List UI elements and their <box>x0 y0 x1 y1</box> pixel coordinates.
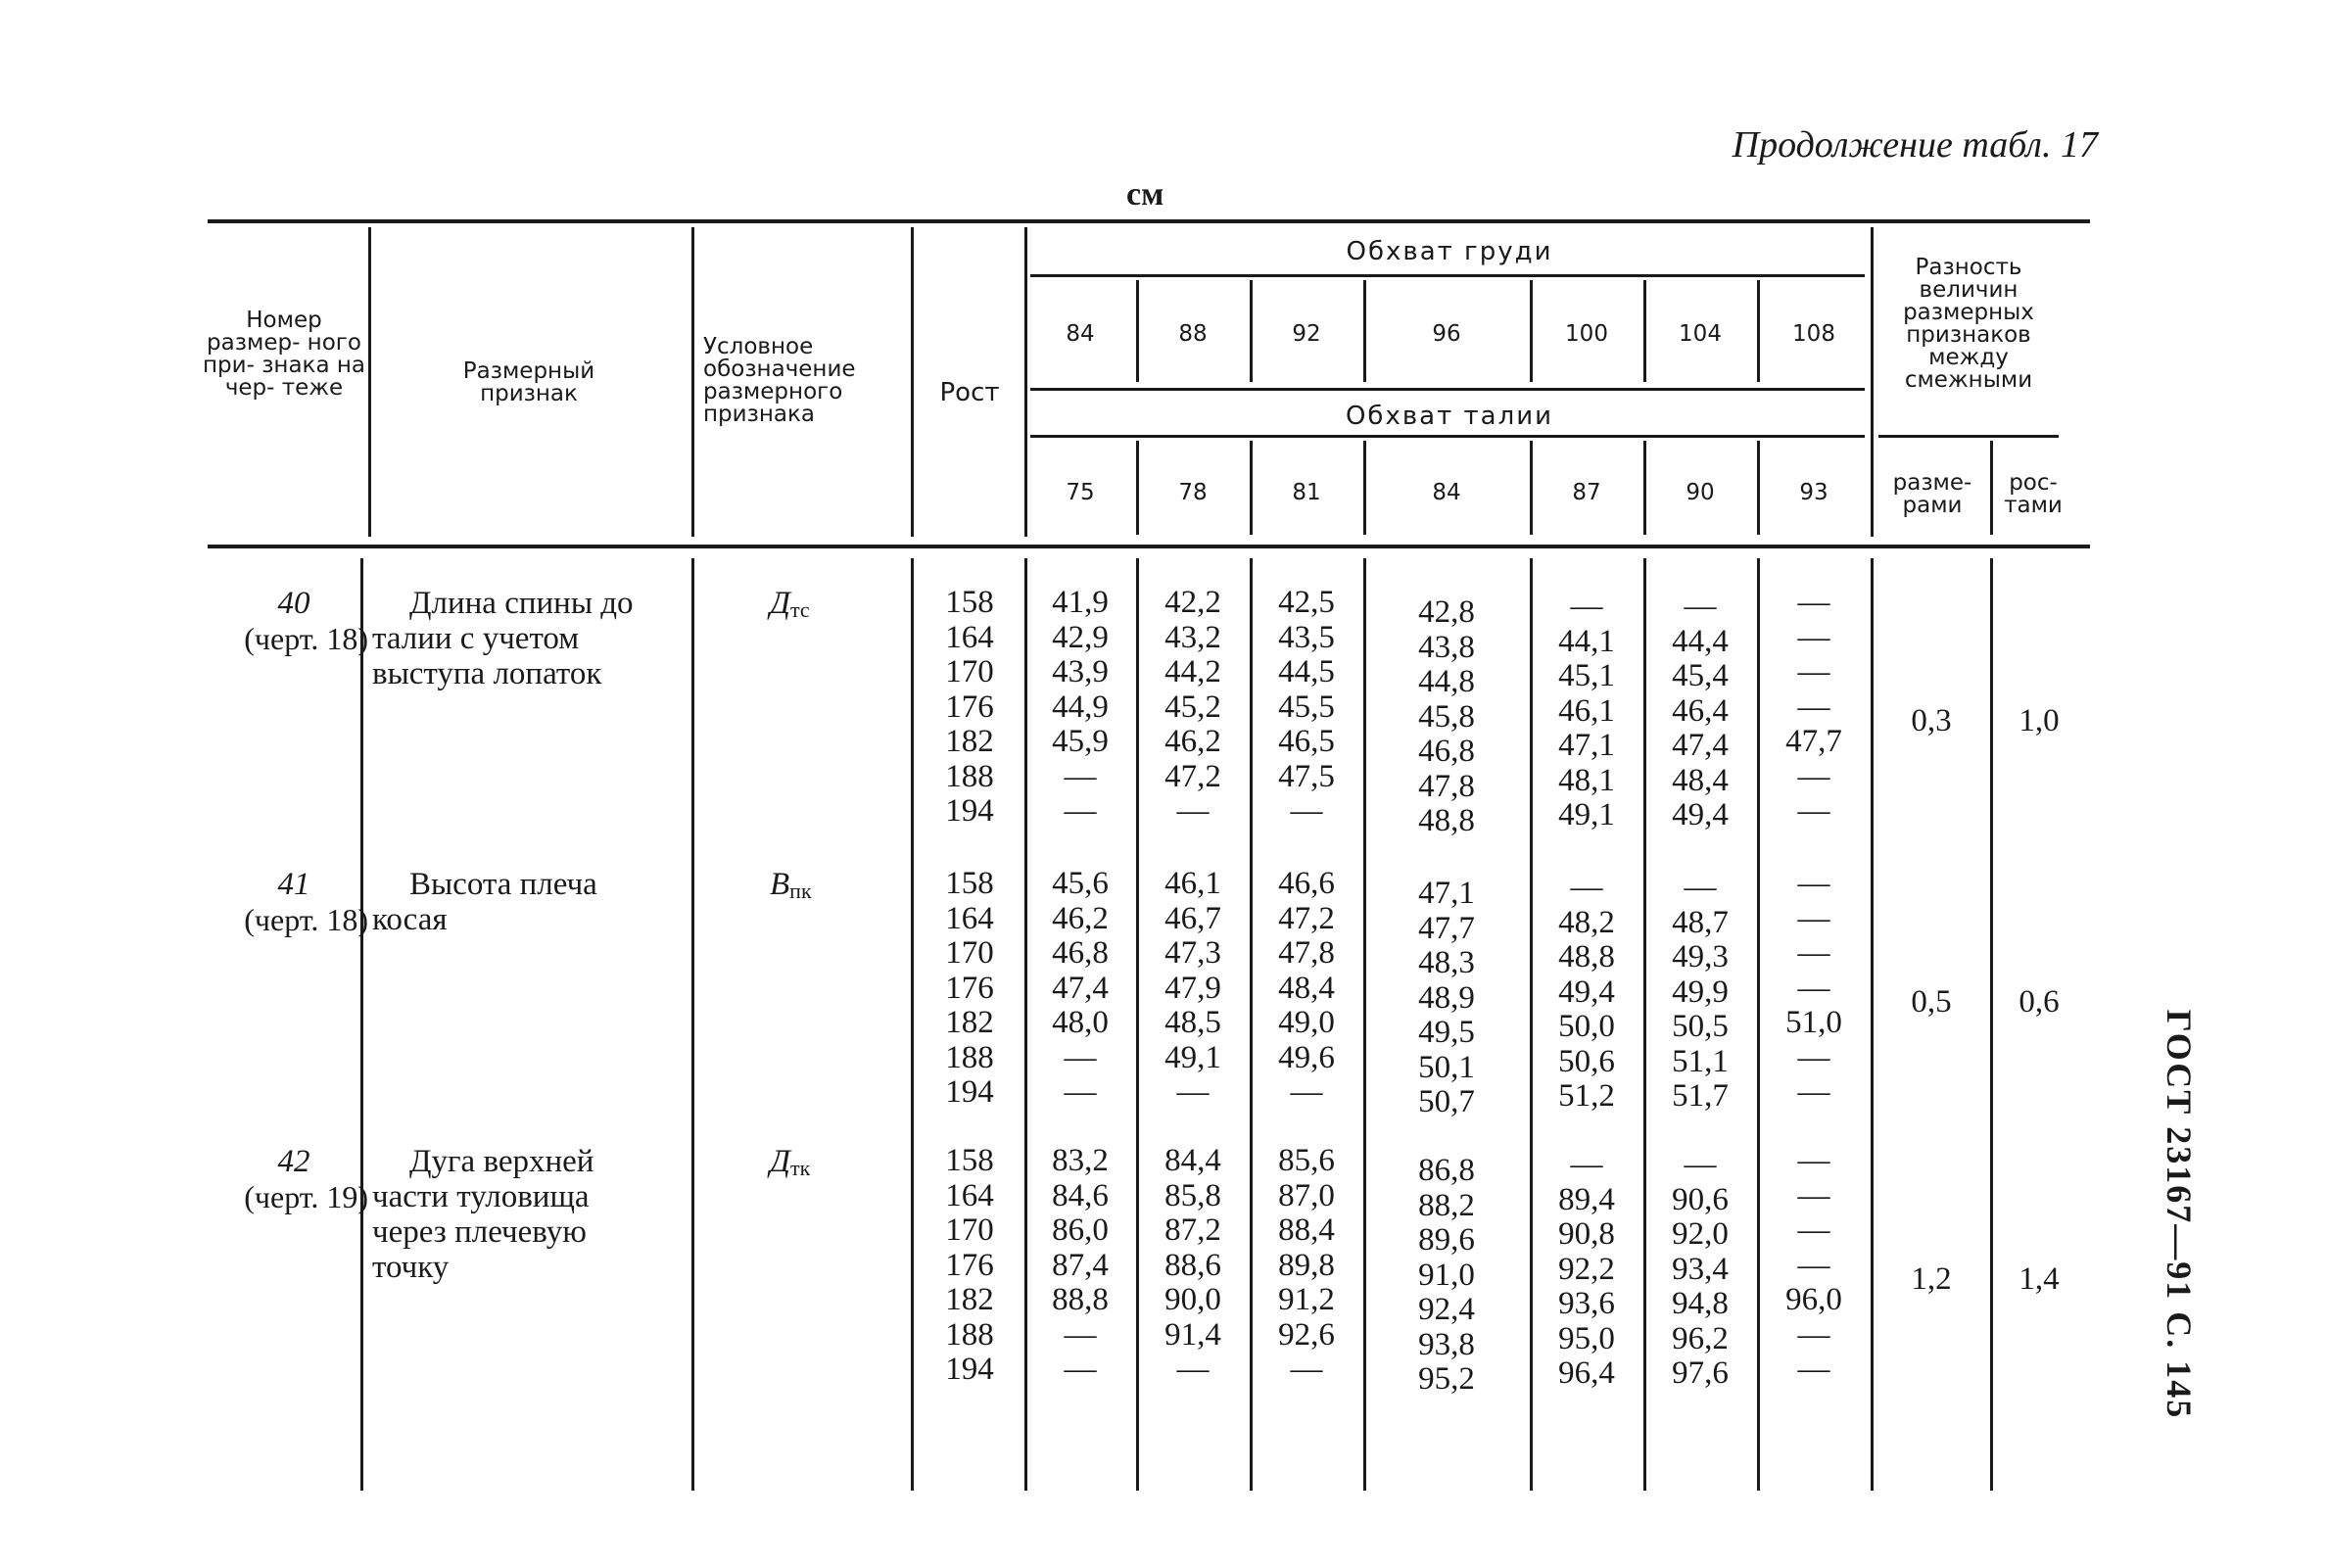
height-value: 158 <box>945 866 994 901</box>
v-rule <box>1136 441 1139 535</box>
table-caption: Продолжение табл. 17 <box>1732 124 2098 166</box>
v-rule <box>1363 280 1366 382</box>
table-cell: — <box>1797 1039 1830 1075</box>
table-cell: — <box>1570 870 1603 905</box>
feature-name-line: через плечевую <box>372 1214 587 1250</box>
table-cell: — <box>1064 1039 1097 1075</box>
header-feature: Размерный признак <box>462 358 595 406</box>
table-cell: 47,3 <box>1164 935 1221 971</box>
table-cell: — <box>1797 585 1830 620</box>
v-rule <box>1250 441 1253 535</box>
table-cell: — <box>1064 758 1097 794</box>
symbol-subscript: тк <box>790 1156 811 1180</box>
table-cell: — <box>1797 1212 1830 1248</box>
value-column <box>1258 867 1355 1111</box>
table-cell: 50,7 <box>1418 1084 1475 1119</box>
waist-bottom-rule <box>1030 435 1865 438</box>
table-cell: 84,4 <box>1164 1143 1221 1178</box>
table-cell: 43,2 <box>1164 619 1221 655</box>
table-cell: — <box>1797 1074 1830 1110</box>
v-rule <box>1643 280 1646 382</box>
feature-number: 40 <box>277 586 310 621</box>
table-cell: 89,6 <box>1418 1222 1475 1258</box>
table-cell: 45,1 <box>1558 658 1615 693</box>
feature-name-line: Высота плеча <box>409 867 597 902</box>
feature-name-line: талии с учетом <box>372 621 580 656</box>
height-value: 176 <box>945 689 994 725</box>
chest-value: 96 <box>1432 321 1461 347</box>
table-cell: 95,2 <box>1418 1361 1475 1397</box>
table-cell: 44,1 <box>1558 623 1615 659</box>
table-cell: 43,8 <box>1418 629 1475 665</box>
table-cell: 92,6 <box>1278 1316 1335 1353</box>
table-cell: 87,2 <box>1164 1212 1221 1248</box>
symbol-subscript: пк <box>789 879 812 903</box>
v-rule <box>691 227 694 537</box>
table-cell: 83,2 <box>1052 1143 1109 1178</box>
height-column <box>921 1144 1019 1388</box>
feature-name-line: выступа лопаток <box>372 656 602 691</box>
table-cell: 44,9 <box>1052 689 1109 725</box>
value-column <box>1031 867 1129 1111</box>
height-value: 170 <box>945 654 994 689</box>
table-cell: 91,4 <box>1164 1316 1221 1353</box>
table-cell: 44,4 <box>1672 623 1729 659</box>
header-number: Номер размер- ного при- знака на чер- теже <box>203 308 365 401</box>
chest-value: 88 <box>1178 321 1208 347</box>
v-rule <box>1024 227 1027 537</box>
table-cell: — <box>1570 1147 1603 1182</box>
table-cell: 94,8 <box>1672 1286 1729 1321</box>
table-cell: 89,8 <box>1278 1247 1335 1283</box>
table-cell: 90,0 <box>1164 1282 1221 1317</box>
table-cell: 92,4 <box>1418 1292 1475 1327</box>
table-cell: 48,9 <box>1418 979 1475 1016</box>
feature-symbol <box>770 586 810 623</box>
v-rule <box>1757 441 1760 535</box>
table-cell: 85,8 <box>1164 1177 1221 1213</box>
table-cell: — <box>1797 1316 1830 1353</box>
table-cell: 43,9 <box>1052 654 1109 689</box>
v-rule <box>1530 558 1533 1491</box>
table-cell: 50,1 <box>1418 1049 1475 1085</box>
header-diff-heights: рос- тами <box>2004 470 2063 518</box>
table-cell: 97,6 <box>1672 1355 1729 1391</box>
chest-value: 108 <box>1792 321 1835 347</box>
v-rule <box>1363 558 1366 1491</box>
table-cell: 88,8 <box>1052 1282 1109 1317</box>
table-cell: 47,4 <box>1672 728 1729 763</box>
waist-value: 87 <box>1572 480 1601 505</box>
height-value: 194 <box>945 1074 994 1110</box>
table-cell: — <box>1290 793 1323 829</box>
v-rule <box>1024 558 1027 1491</box>
table-cell: — <box>1797 654 1830 689</box>
table-cell: — <box>1684 589 1717 624</box>
height-value: 176 <box>945 970 994 1006</box>
table-cell: 90,8 <box>1558 1216 1615 1252</box>
table-cell: 87,0 <box>1278 1177 1335 1213</box>
value-column <box>1144 586 1242 830</box>
table-cell: 85,6 <box>1278 1143 1335 1178</box>
value-column <box>1538 871 1636 1115</box>
height-value: 158 <box>945 585 994 620</box>
table-cell: 47,4 <box>1052 970 1109 1006</box>
table-cell: 48,4 <box>1672 762 1729 798</box>
value-column <box>1398 877 1496 1120</box>
table-cell: 48,0 <box>1052 1005 1109 1040</box>
feature-number: 42 <box>277 1144 310 1179</box>
table-cell: 46,5 <box>1278 724 1335 759</box>
units-label: см <box>1126 176 1164 213</box>
table-cell: 42,5 <box>1278 585 1335 620</box>
table-cell: 90,6 <box>1672 1181 1729 1217</box>
height-value: 188 <box>945 758 994 794</box>
drawing-reference: (черт. 18) <box>244 902 368 937</box>
table-cell: 47,8 <box>1278 935 1335 971</box>
feature-number: 41 <box>277 867 310 902</box>
header-chest: Обхват груди <box>1346 237 1553 266</box>
symbol-subscript: тс <box>790 597 810 622</box>
value-column <box>1144 1144 1242 1388</box>
v-rule <box>1363 441 1366 535</box>
table-cell: 84,6 <box>1052 1177 1109 1213</box>
height-value: 158 <box>945 1143 994 1178</box>
feature-name-line: точку <box>372 1250 450 1285</box>
table-cell: 48,5 <box>1164 1005 1221 1040</box>
waist-value: 81 <box>1292 480 1321 505</box>
v-rule <box>1871 558 1874 1491</box>
table-cell: 49,1 <box>1164 1039 1221 1075</box>
height-value: 164 <box>945 1177 994 1213</box>
table-cell: 45,5 <box>1278 689 1335 725</box>
table-cell: 51,7 <box>1672 1078 1729 1114</box>
table-cell: — <box>1290 1352 1323 1387</box>
table-cell: 47,1 <box>1558 728 1615 763</box>
table-cell: — <box>1797 619 1830 655</box>
table-cell: 48,4 <box>1278 970 1335 1006</box>
table-cell: — <box>1797 689 1830 725</box>
table-cell: 48,7 <box>1672 904 1729 940</box>
table-cell: — <box>1684 870 1717 905</box>
value-column <box>1398 595 1496 839</box>
height-column <box>921 867 1019 1111</box>
table-cell: — <box>1570 589 1603 624</box>
height-value: 188 <box>945 1316 994 1353</box>
table-cell: — <box>1064 793 1097 829</box>
table-cell: 50,5 <box>1672 1009 1729 1044</box>
v-rule <box>1990 441 1993 535</box>
height-value: 188 <box>945 1039 994 1075</box>
height-value: 164 <box>945 900 994 936</box>
value-column <box>1765 586 1863 830</box>
header-diff-sizes: разме- рами <box>1892 470 1972 518</box>
table-cell: 48,3 <box>1418 945 1475 980</box>
v-rule <box>1530 441 1533 535</box>
table-cell: 48,8 <box>1418 803 1475 838</box>
feature-name-line: Длина спины до <box>409 586 634 621</box>
table-cell: 49,9 <box>1672 974 1729 1010</box>
table-cell: 49,6 <box>1278 1039 1335 1075</box>
value-column <box>1258 1144 1355 1388</box>
v-rule <box>1757 280 1760 382</box>
table-cell: 92,0 <box>1672 1216 1729 1252</box>
table-cell: 45,2 <box>1164 689 1221 725</box>
table-cell: 51,2 <box>1558 1078 1615 1114</box>
waist-value: 78 <box>1178 480 1208 505</box>
table-cell: — <box>1797 970 1830 1006</box>
table-cell: — <box>1797 935 1830 971</box>
height-value: 176 <box>945 1247 994 1283</box>
table-cell: 45,4 <box>1672 658 1729 693</box>
table-cell: 49,4 <box>1672 797 1729 832</box>
table-cell: 43,5 <box>1278 619 1335 655</box>
v-rule <box>1250 558 1253 1491</box>
table-cell: 93,6 <box>1558 1286 1615 1321</box>
waist-top-rule <box>1030 388 1865 391</box>
drawing-reference: (черт. 19) <box>244 1179 368 1214</box>
table-cell: 47,2 <box>1278 900 1335 936</box>
table-cell: — <box>1797 793 1830 829</box>
table-cell: 44,5 <box>1278 654 1335 689</box>
height-value: 182 <box>945 1005 994 1040</box>
feature-symbol <box>770 1144 810 1181</box>
table-cell: 46,7 <box>1164 900 1221 936</box>
table-cell: 44,2 <box>1164 654 1221 689</box>
symbol-letter: Д <box>770 586 790 621</box>
table-cell: 49,0 <box>1278 1005 1335 1040</box>
table-cell: — <box>1064 1316 1097 1353</box>
diff-heights-value: 1,0 <box>2018 703 2060 738</box>
v-rule <box>1643 558 1646 1491</box>
table-cell: 47,7 <box>1785 724 1842 759</box>
v-rule <box>1250 280 1253 382</box>
v-rule <box>911 558 914 1491</box>
height-value: 194 <box>945 793 994 829</box>
value-column <box>1031 1144 1129 1388</box>
table-cell: 87,4 <box>1052 1247 1109 1283</box>
table-cell: 46,2 <box>1052 900 1109 936</box>
table-cell: 93,4 <box>1672 1251 1729 1287</box>
value-column <box>1398 1154 1496 1398</box>
table-cell: — <box>1176 1074 1210 1110</box>
v-rule <box>1757 558 1760 1491</box>
value-column <box>1538 590 1636 833</box>
table-cell: — <box>1797 1143 1830 1178</box>
chest-value: 92 <box>1292 321 1321 347</box>
table-cell: 86,8 <box>1418 1153 1475 1188</box>
table-cell: 48,2 <box>1558 904 1615 940</box>
diff-heights-value: 0,6 <box>2018 984 2060 1020</box>
table-cell: 88,2 <box>1418 1187 1475 1223</box>
value-column <box>1651 590 1749 833</box>
feature-name-line: Дуга верхней <box>409 1144 594 1179</box>
table-cell: 46,1 <box>1558 692 1615 729</box>
height-value: 164 <box>945 619 994 655</box>
side-page-header: ГОСТ 23167—91 С. 145 <box>2160 1009 2199 1420</box>
table-cell: 49,3 <box>1672 939 1729 974</box>
table-cell: 50,6 <box>1558 1043 1615 1079</box>
height-value: 182 <box>945 724 994 759</box>
table-cell: 42,2 <box>1164 585 1221 620</box>
v-rule <box>1136 280 1139 382</box>
table-cell: 88,4 <box>1278 1212 1335 1248</box>
table-cell: 42,8 <box>1418 594 1475 630</box>
table-cell: 48,1 <box>1558 762 1615 798</box>
table-cell: 95,0 <box>1558 1320 1615 1356</box>
waist-value: 84 <box>1432 480 1461 505</box>
table-cell: 51,0 <box>1785 1005 1842 1040</box>
table-cell: 44,8 <box>1418 664 1475 699</box>
v-rule <box>911 227 914 537</box>
symbol-letter: Д <box>770 1144 790 1179</box>
table-cell: 91,0 <box>1418 1257 1475 1293</box>
table-cell: 49,1 <box>1558 797 1615 832</box>
table-cell: 50,0 <box>1558 1009 1615 1044</box>
diff-sizes-value: 0,5 <box>1911 984 1952 1020</box>
table-cell: 42,9 <box>1052 619 1109 655</box>
value-column <box>1258 586 1355 830</box>
table-cell: 46,4 <box>1672 692 1729 729</box>
table-cell: 47,7 <box>1418 910 1475 946</box>
table-cell: 45,9 <box>1052 724 1109 759</box>
height-value: 170 <box>945 1212 994 1248</box>
header-bottom-rule <box>208 545 2090 548</box>
table-cell: 89,4 <box>1558 1181 1615 1217</box>
v-rule <box>360 558 363 1491</box>
v-rule <box>1871 227 1874 537</box>
table-cell: 46,8 <box>1052 935 1109 971</box>
diff-sizes-value: 1,2 <box>1911 1261 1952 1297</box>
feature-name-line: части туловища <box>372 1179 590 1214</box>
table-cell: — <box>1290 1074 1323 1110</box>
table-cell: 48,8 <box>1558 939 1615 974</box>
v-rule <box>691 558 694 1491</box>
feature-symbol <box>770 867 812 904</box>
v-rule <box>1643 441 1646 535</box>
table-cell: 46,6 <box>1278 866 1335 901</box>
diff-sizes-value: 0,3 <box>1911 703 1952 738</box>
table-cell: — <box>1797 900 1830 936</box>
height-column <box>921 586 1019 830</box>
header-height: Рост <box>939 378 1000 407</box>
feature-name-line: косая <box>372 902 448 937</box>
table-cell: 41,9 <box>1052 585 1109 620</box>
table-cell: 86,0 <box>1052 1212 1109 1248</box>
table-cell: — <box>1797 1352 1830 1387</box>
v-rule <box>1990 558 1993 1491</box>
table-cell: 46,1 <box>1164 866 1221 901</box>
value-column <box>1144 867 1242 1111</box>
waist-value: 75 <box>1066 480 1095 505</box>
table-cell: 49,4 <box>1558 974 1615 1010</box>
header-diff: Разность величин размерных признаков между смежными <box>1903 255 2034 393</box>
header-symbol: Условное обозначение размерного признака <box>703 334 856 427</box>
top-rule <box>208 219 2090 223</box>
table-cell: 47,8 <box>1418 768 1475 804</box>
height-value: 182 <box>945 1282 994 1317</box>
table-cell: 96,4 <box>1558 1355 1615 1391</box>
waist-value: 90 <box>1686 480 1715 505</box>
table-cell: 47,1 <box>1418 876 1475 911</box>
value-column <box>1765 1144 1863 1388</box>
table-cell: — <box>1064 1074 1097 1110</box>
chest-value: 100 <box>1565 321 1608 347</box>
table-cell: — <box>1064 1352 1097 1387</box>
table-cell: 47,2 <box>1164 758 1221 794</box>
diff-rule <box>1878 435 2059 438</box>
value-column <box>1538 1148 1636 1392</box>
table-cell: 49,5 <box>1418 1015 1475 1050</box>
table-cell: — <box>1684 1147 1717 1182</box>
table-cell: — <box>1176 793 1210 829</box>
table-cell: — <box>1797 758 1830 794</box>
chest-value: 104 <box>1679 321 1722 347</box>
table-cell: 88,6 <box>1164 1247 1221 1283</box>
table-cell: 91,2 <box>1278 1282 1335 1317</box>
chest-rule <box>1030 274 1865 277</box>
height-value: 170 <box>945 935 994 971</box>
table-cell: 45,8 <box>1418 698 1475 735</box>
table-cell: — <box>1797 1247 1830 1283</box>
header-waist: Обхват талии <box>1345 402 1554 431</box>
table-cell: 46,8 <box>1418 734 1475 769</box>
table-cell: — <box>1176 1352 1210 1387</box>
value-column <box>1031 586 1129 830</box>
table-cell: 96,0 <box>1785 1282 1842 1317</box>
value-column <box>1651 871 1749 1115</box>
table-cell: 92,2 <box>1558 1251 1615 1287</box>
drawing-reference: (черт. 18) <box>244 621 368 656</box>
chest-value: 84 <box>1066 321 1095 347</box>
v-rule <box>1136 558 1139 1491</box>
value-column <box>1651 1148 1749 1392</box>
table-cell: — <box>1797 866 1830 901</box>
table-cell: 47,5 <box>1278 758 1335 794</box>
table-cell: 45,6 <box>1052 866 1109 901</box>
value-column <box>1765 867 1863 1111</box>
waist-value: 93 <box>1799 480 1828 505</box>
table-cell: — <box>1797 1177 1830 1213</box>
height-value: 194 <box>945 1352 994 1387</box>
diff-heights-value: 1,4 <box>2018 1261 2060 1297</box>
symbol-letter: В <box>770 867 790 902</box>
table-cell: 93,8 <box>1418 1326 1475 1362</box>
table-cell: 46,2 <box>1164 724 1221 759</box>
v-rule <box>1530 280 1533 382</box>
table-cell: 51,1 <box>1672 1043 1729 1079</box>
table-cell: 47,9 <box>1164 970 1221 1006</box>
table-cell: 96,2 <box>1672 1320 1729 1356</box>
